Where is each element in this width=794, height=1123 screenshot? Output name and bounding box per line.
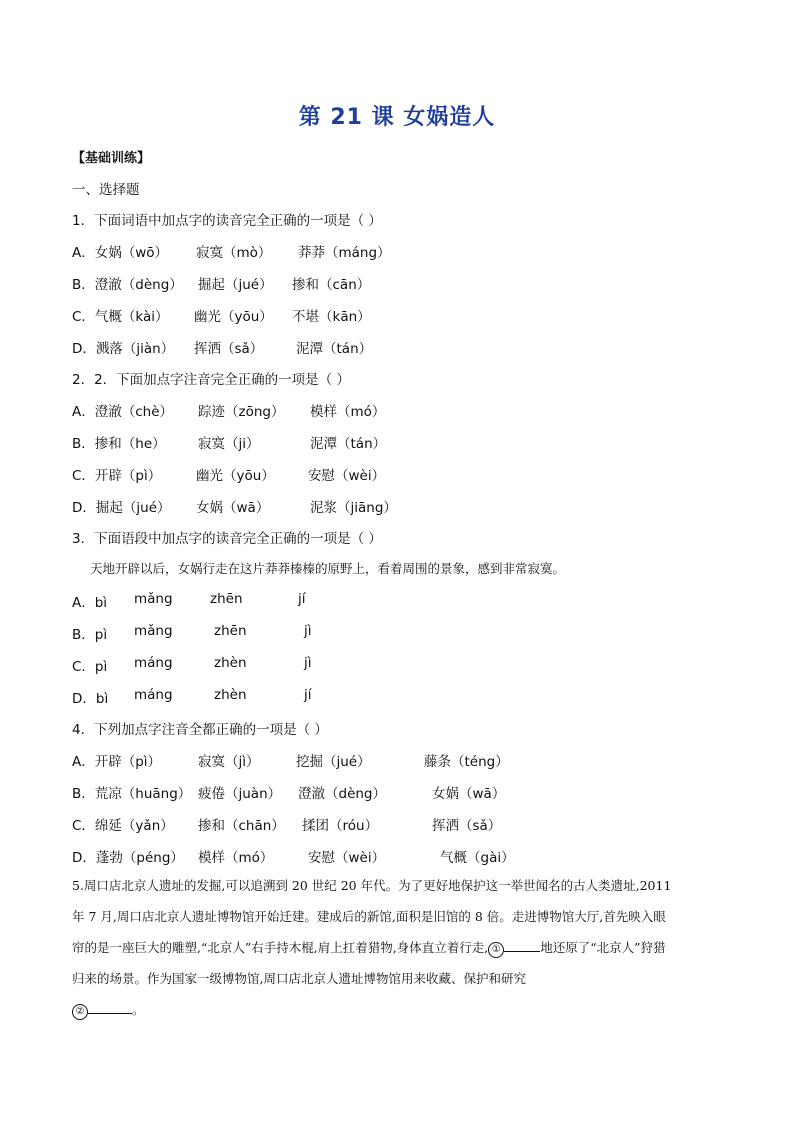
option-term: mǎng	[134, 591, 173, 607]
option-term: 女娲（wā）	[432, 786, 506, 802]
option-term: 安慰（wèi）	[308, 468, 386, 484]
section-label: 【基础训练】	[72, 151, 151, 166]
question-5-line: 年 7 月,周口店北京人遗址博物馆开始迁建。建成后的新馆,面积是旧馆的 8 倍。走进博物馆大厅,首先映入眼	[72, 909, 666, 924]
option-term: zhèn	[214, 655, 247, 671]
option-term: B．pì	[72, 627, 108, 643]
question-5-line: 归来的场景。作为国家一级博物馆,周口店北京人遗址博物馆用来收藏、保护和研究	[72, 971, 526, 986]
part-heading: 一、选择题	[72, 182, 140, 198]
option-term: 挖掘（jué）	[296, 754, 371, 770]
question-4-stem: 4．下列加点字注音全都正确的一项是（ ）	[72, 722, 328, 738]
option-term: A．开辟（pì）	[72, 754, 162, 770]
option-term: jí	[304, 687, 312, 703]
answer-blank-2[interactable]	[88, 1001, 132, 1014]
option-term: zhèn	[214, 687, 247, 703]
option-term: jì	[304, 623, 312, 639]
option-term: C．气概（kài）	[72, 309, 169, 325]
option-term: 泥潭（tán）	[296, 341, 373, 357]
option-term: 寂寞（mò）	[196, 245, 272, 261]
option-term: C．开辟（pì）	[72, 468, 162, 484]
blank-marker-1: ①	[488, 942, 504, 958]
option-term: C．pì	[72, 659, 108, 675]
question-1-stem: 1．下面词语中加点字的读音完全正确的一项是（ ）	[72, 213, 382, 229]
option-term: mǎng	[134, 623, 173, 639]
option-term: 泥浆（jiāng）	[310, 500, 397, 516]
question-3-passage: 天地开辟以后，女娲行走在这片莽莽榛榛的原野上，看着周围的景象，感到非常寂寞。	[90, 561, 566, 576]
option-term: 幽光（yōu）	[194, 309, 273, 325]
option-term: A．bì	[72, 595, 108, 611]
option-term: jí	[298, 591, 306, 607]
option-term: zhēn	[210, 591, 243, 607]
option-term: B．澄澈（dèng）	[72, 277, 183, 293]
option-term: 不堪（kān）	[292, 309, 371, 325]
option-term: 安慰（wèi）	[308, 850, 386, 866]
option-term: A．澄澈（chè）	[72, 404, 174, 420]
option-term: 澄澈（dèng）	[298, 786, 387, 802]
question-5-line	[72, 932, 722, 963]
option-term: 疲倦（juàn）	[198, 786, 282, 802]
option-term: D．bì	[72, 691, 109, 707]
blank-marker-2: ②	[72, 1004, 88, 1020]
option-term: C．绵延（yǎn）	[72, 818, 174, 834]
option-term: máng	[134, 687, 173, 703]
question-2-stem: 2．2．下面加点字注音完全正确的一项是（ ）	[72, 372, 350, 388]
option-term: 挥洒（sǎ）	[194, 341, 264, 357]
option-term: zhēn	[214, 623, 247, 639]
option-term: 泥潭（tán）	[310, 436, 387, 452]
option-term: 模样（mó）	[198, 850, 274, 866]
option-term: 气概（gài）	[440, 850, 515, 866]
question-5-paragraph	[72, 870, 722, 1025]
option-term: A．女娲（wō）	[72, 245, 169, 261]
question-5-line: 5.周口店北京人遗址的发掘,可以追溯到 20 世纪 20 年代。为了更好地保护这一举世闻名的古人类遗址,2011	[72, 878, 672, 893]
option-term: 藤条（téng）	[424, 754, 509, 770]
option-term: 模样（mó）	[310, 404, 386, 420]
option-term: 揉团（róu）	[302, 818, 379, 834]
option-term: máng	[134, 655, 173, 671]
question-5-line	[72, 994, 722, 1025]
question-3-stem: 3．下面语段中加点字的读音完全正确的一项是（ ）	[72, 531, 382, 547]
option-term: D．溅落（jiàn）	[72, 341, 175, 357]
option-term: D．蓬勃（péng）	[72, 850, 184, 866]
option-term: 寂寞（ji）	[198, 436, 260, 452]
answer-blank-1[interactable]	[504, 939, 540, 952]
option-term: 女娲（wā）	[196, 500, 270, 516]
question-5-text: 。	[132, 1002, 145, 1017]
question-5-text: 帘的是一座巨大的雕塑,“北京人”右手持木棍,肩上扛着猎物,身体直立着行走,	[72, 940, 489, 955]
option-term: 挥洒（sǎ）	[432, 818, 502, 834]
page-title: 第 21 课 女娲造人	[298, 105, 496, 130]
option-term: B．荒凉（huāng）	[72, 786, 192, 802]
question-5-text: 地还原了“北京人”狩猎	[540, 940, 666, 955]
option-term: 掺和（cān）	[292, 277, 371, 293]
option-term: 踪迹（zōng）	[198, 404, 285, 420]
option-term: jì	[304, 655, 312, 671]
option-term: 掘起（jué）	[198, 277, 273, 293]
option-term: B．掺和（he）	[72, 436, 166, 452]
option-term: 掺和（chān）	[198, 818, 285, 834]
option-term: 莽莽（máng）	[298, 245, 391, 261]
option-term: D．掘起（jué）	[72, 500, 171, 516]
option-term: 寂寞（jì）	[198, 754, 260, 770]
option-term: 幽光（yōu）	[196, 468, 275, 484]
